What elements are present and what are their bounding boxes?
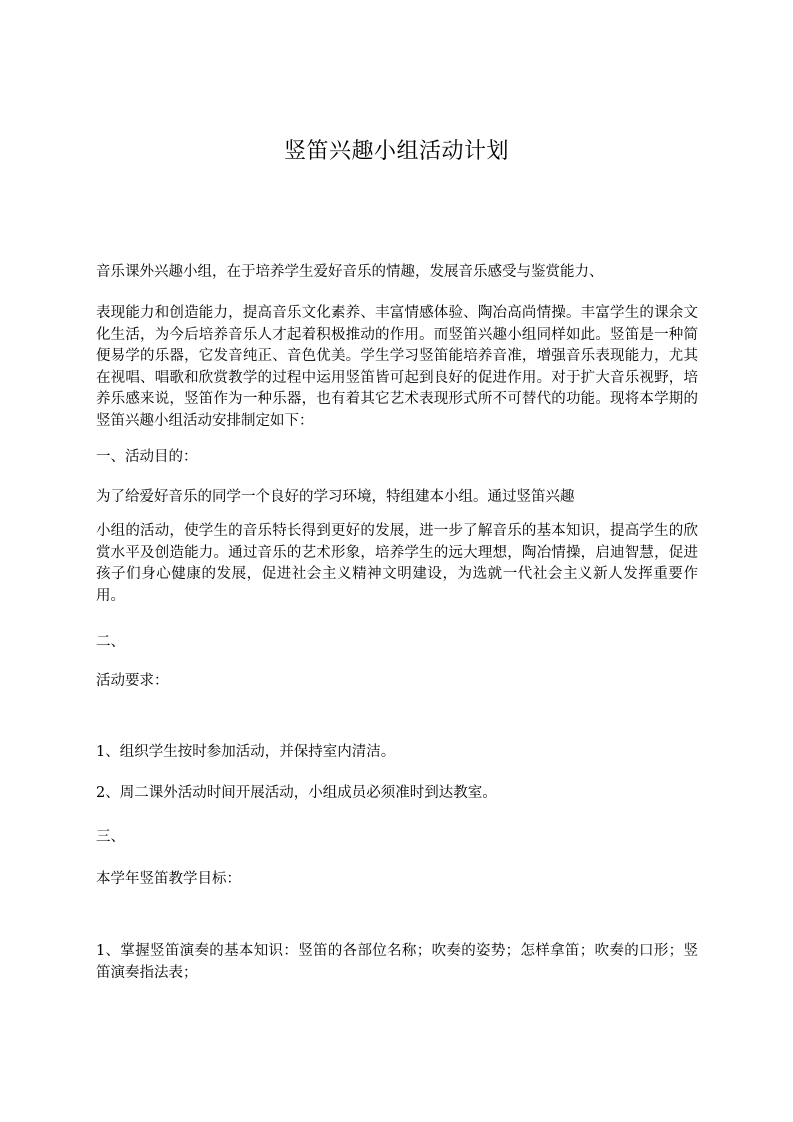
paragraph-intro: 音乐课外兴趣小组，在于培养学生爱好音乐的情趣，发展音乐感受与鉴赏能力、 xyxy=(96,264,604,280)
paragraph-purpose: 为了给爱好音乐的同学一个良好的学习环境，特组建本小组。通过竖笛兴趣 xyxy=(96,489,575,505)
section-heading-purpose: 一、活动目的： xyxy=(96,449,198,465)
goal-item-1: 1、掌握竖笛演奏的基本知识：竖笛的各部位名称；吹奏的姿势；怎样拿笛；吹奏的口形；竖笛演奏指法表； xyxy=(96,943,698,981)
document-title: 竖笛兴趣小组活动计划 xyxy=(283,139,509,164)
section-heading-requirements: 活动要求： xyxy=(96,673,169,689)
paragraph-purpose-continued: 小组的活动，使学生的音乐特长得到更好的发展，进一步了解音乐的基本知识，提高学生的欣赏水平及创造能力。通过音乐的艺术形象，培养学生的远大理想，陶冶情操，启迪智慧，促进孩子们身心健康的发展，促进社会主义精神文明建设，为选就一代社会主义新人发挥重要作用。 xyxy=(96,523,698,604)
requirement-item-1: 1、组织学生按时参加活动，并保持室内清洁。 xyxy=(96,744,396,760)
section-number-two: 二、 xyxy=(96,634,125,650)
paragraph-intro-continued: 表现能力和创造能力，提高音乐文化素养、丰富情感体验、陶冶高尚情操。丰富学生的课余文化生活，为今后培养音乐人才起着积极推动的作用。而竖笛兴趣小组同样如此。竖笛是一种简便易学的乐器，它发音纯正、音色优美。学生学习竖笛能培养音准，增强音乐表现能力，尤其在视唱、唱歌和欣赏教学的过程中运用竖笛皆可起到良好的促进作用。对于扩大音乐视野，培养乐感来说，竖笛作为一种乐器，也有着其它艺术表现形式所不可替代的功能。现将本学期的竖笛兴趣小组活动安排制定如下： xyxy=(96,305,698,429)
section-heading-goals: 本学年竖笛教学目标： xyxy=(96,871,241,887)
section-number-three: 三、 xyxy=(96,829,125,845)
requirement-item-2: 2、周二课外活动时间开展活动，小组成员必须准时到达教室。 xyxy=(96,785,497,801)
